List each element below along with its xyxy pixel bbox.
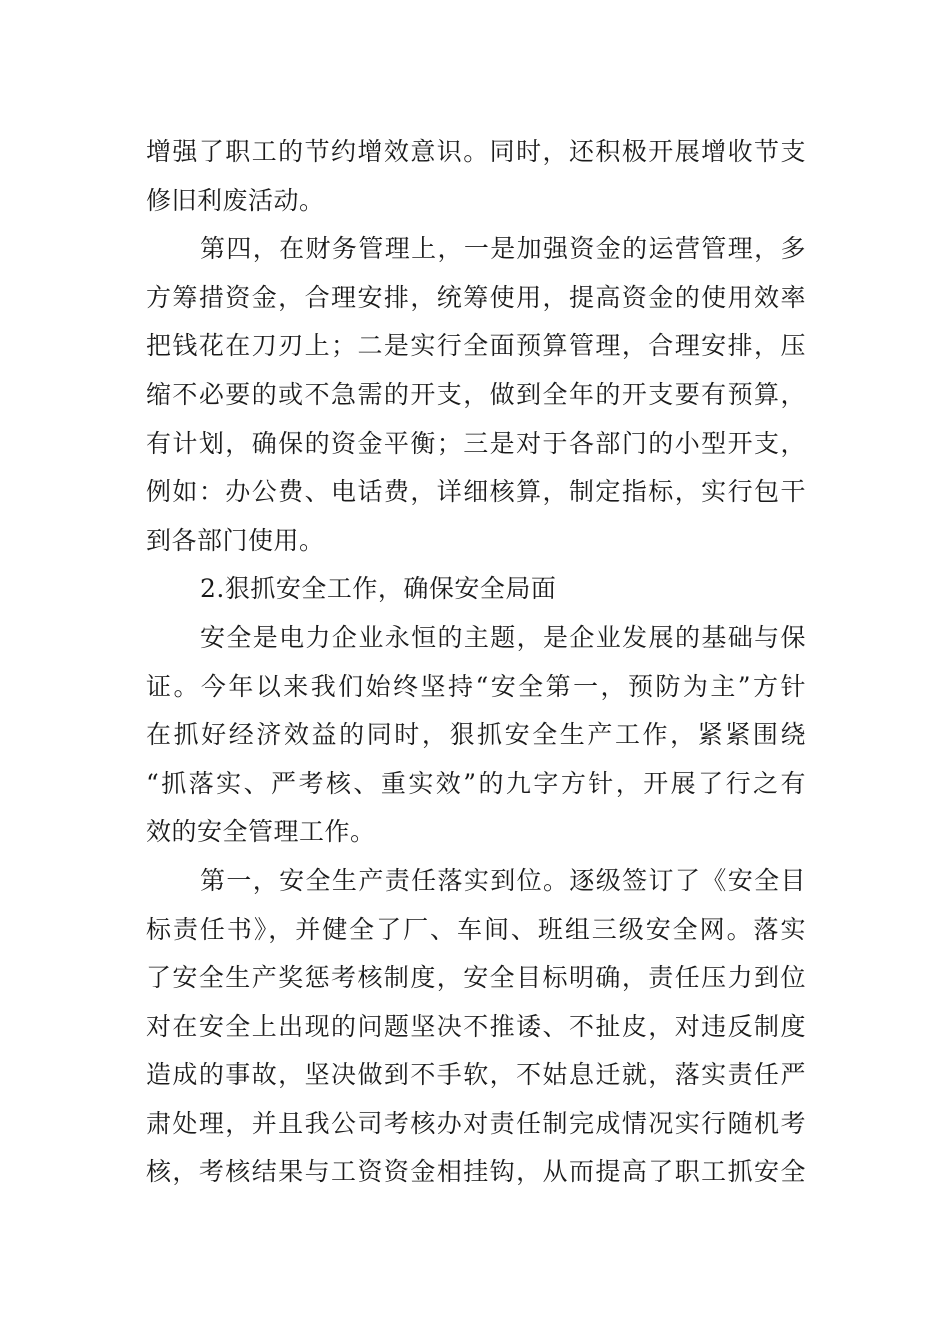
text-line: 造成的事故，坚决做到不手软，不姑息迁就，落实责任严 (146, 1060, 806, 1090)
text-line: 证。今年以来我们始终坚持“安全第一，预防为主”方针 (146, 671, 806, 701)
text-line: 增强了职工的节约增效意识。同时，还积极开展增收节支 (146, 137, 806, 166)
body-text (146, 128, 806, 1197)
text-line: 肃处理，并且我公司考核办对责任制完成情况实行随机考 (146, 1108, 806, 1138)
text-line: 第一，安全生产责任落实到位。逐级签订了《安全目 (200, 865, 806, 895)
text-line: 在抓好经济效益的同时，狠抓安全生产工作，紧紧围绕 (146, 720, 806, 750)
text-line: 核，考核结果与工资资金相挂钩，从而提高了职工抓安全 (146, 1157, 806, 1187)
text-line: 效的安全管理工作。 (146, 817, 376, 847)
text-line: 了安全生产奖惩考核制度，安全目标明确，责任压力到位 (146, 963, 806, 993)
text-line: 例如：办公费、电话费，详细核算，制定指标，实行包干 (146, 477, 806, 507)
text-line: 第四，在财务管理上，一是加强资金的运营管理，多 (200, 234, 806, 264)
text-line: 到各部门使用。 (146, 525, 325, 555)
text-line: 缩不必要的或不急需的开支，做到全年的开支要有预算， (146, 379, 806, 409)
text-line: 安全是电力企业永恒的主题，是企业发展的基础与保 (200, 622, 806, 652)
text-line: 修旧利废活动。 (146, 185, 325, 215)
text-line: 方筹措资金，合理安排，统筹使用，提高资金的使用效率 (146, 282, 806, 312)
text-line: 有计划，确保的资金平衡；三是对于各部门的小型开支， (146, 428, 806, 458)
text-line: 对在安全上出现的问题坚决不推诿、不扯皮，对违反制度 (146, 1011, 806, 1041)
section-heading: 2.狠抓安全工作，确保安全局面 (200, 574, 557, 604)
text-line: 标责任书》，并健全了厂、车间、班组三级安全网。落实 (146, 914, 806, 944)
text-line: “抓落实、严考核、重实效”的九字方针，开展了行之有 (146, 768, 806, 798)
text-line: 把钱花在刀刃上；二是实行全面预算管理，合理安排，压 (146, 331, 806, 361)
